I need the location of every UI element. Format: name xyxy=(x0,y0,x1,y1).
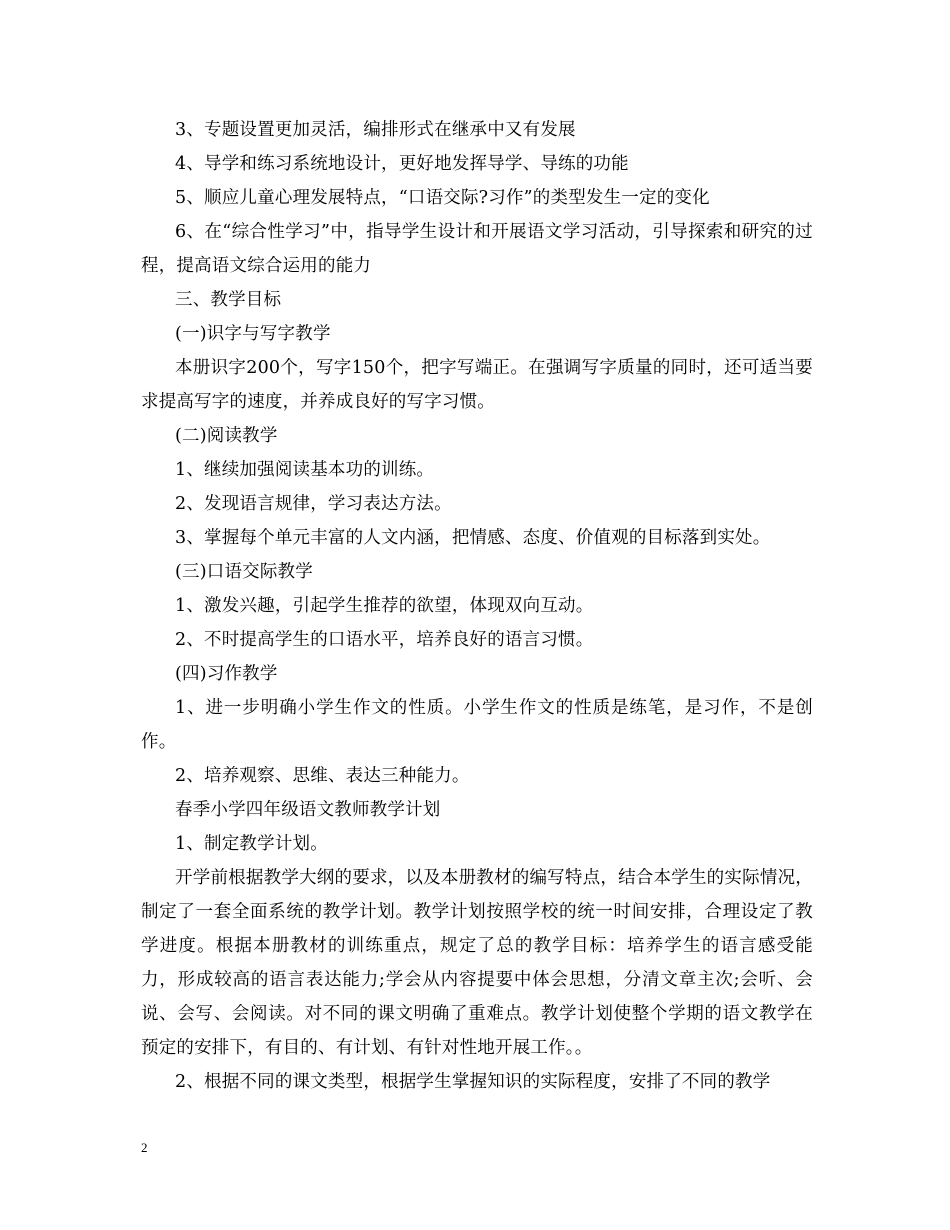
section-heading: 三、教学目标 xyxy=(175,290,282,310)
paragraph: 6、在“综合性学习”中，指导学生设计和开展语文学习活动，引导探索和研究的过程，提高语文综合运用的能力 xyxy=(141,222,813,276)
paragraph: 5、顺应儿童心理发展特点，“口语交际?习作”的类型发生一定的变化 xyxy=(175,188,710,208)
page-number: 2 xyxy=(141,1140,148,1155)
paragraph: 2、不时提高学生的口语水平，培养良好的语言习惯。 xyxy=(175,630,594,650)
paragraph: 1、激发兴趣，引起学生推荐的欲望，体现双向互动。 xyxy=(175,596,594,616)
subsection-heading: (三)口语交际教学 xyxy=(175,562,313,582)
paragraph: 4、导学和练习系统地设计，更好地发挥导学、导练的功能 xyxy=(175,154,629,174)
document-body xyxy=(141,113,813,1099)
paragraph: 本册识字200个，写字150个，把字写端正。在强调写字质量的同时，还可适当要求提高写字的速度，并养成良好的写字习惯。 xyxy=(141,358,813,412)
paragraph: 开学前根据教学大纲的要求，以及本册教材的编写特点，结合本学生的实际情况，制定了一套全面系统的教学计划。教学计划按照学校的统一时间安排，合理设定了教学进度。根据本册教材的训练重点，规定了总的教学目标：培养学生的语言感受能力，形成较高的语言表达能力;学会从内容提要中体会思想，分清文章主次;会听、会说、会写、会阅读。对不同的课文明确了重难点。教学计划使整个学期的语文教学在预定的安排下，有目的、有计划、有针对性地开展工作。。 xyxy=(141,868,813,1058)
paragraph: 1、制定教学计划。 xyxy=(175,834,328,854)
paragraph: 2、发现语言规律，学习表达方法。 xyxy=(175,494,452,514)
subsection-heading: (四)习作教学 xyxy=(175,664,278,684)
subsection-heading: (一)识字与写字教学 xyxy=(175,324,331,344)
paragraph: 3、专题设置更加灵活，编排形式在继承中又有发展 xyxy=(175,120,576,140)
paragraph: 1、进一步明确小学生作文的性质。小学生作文的性质是练笔，是习作，不是创作。 xyxy=(141,698,813,752)
subsection-heading: (二)阅读教学 xyxy=(175,426,278,446)
paragraph: 2、培养观察、思维、表达三种能力。 xyxy=(175,766,470,786)
paragraph: 2、根据不同的课文类型，根据学生掌握知识的实际程度，安排了不同的教学 xyxy=(175,1072,771,1092)
section-title: 春季小学四年级语文教师教学计划 xyxy=(175,800,441,820)
paragraph: 3、掌握每个单元丰富的人文内涵，把情感、态度、价值观的目标落到实处。 xyxy=(175,528,771,548)
paragraph: 1、继续加强阅读基本功的训练。 xyxy=(175,460,435,480)
